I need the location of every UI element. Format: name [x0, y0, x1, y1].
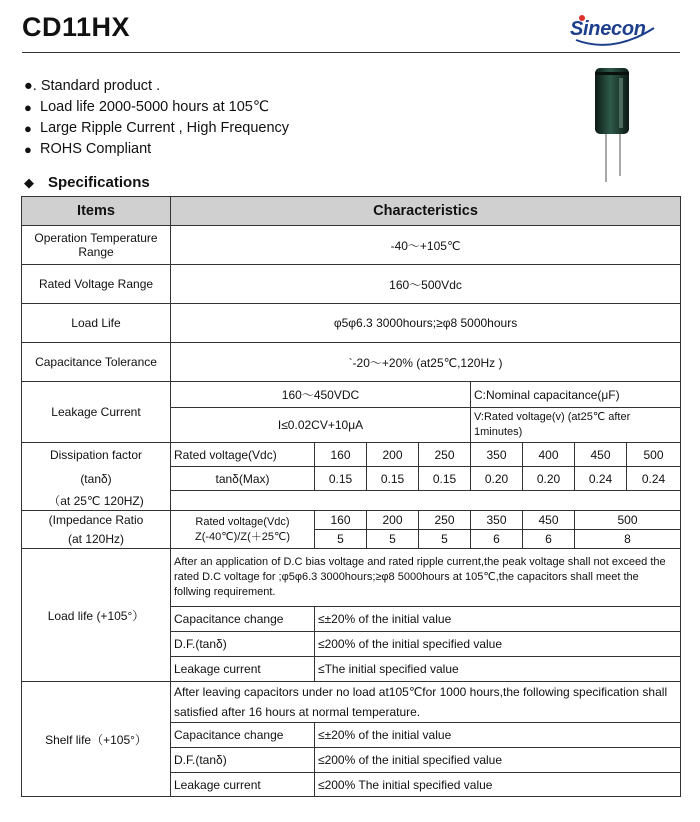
specifications-heading: ◆ Specifications: [24, 174, 150, 191]
brand-logo: [568, 10, 658, 50]
product-title: CD11HX: [22, 12, 131, 42]
feature-item: ● Large Ripple Current , High Frequency: [24, 118, 289, 139]
df-voltage: 250: [419, 443, 471, 467]
row-label-shelf-life: Shelf life（+105°）: [22, 682, 171, 797]
df-value: 0.15: [367, 467, 419, 491]
diamond-icon: ◆: [24, 174, 34, 190]
row-label-leakage: Leakage Current: [22, 382, 171, 443]
shelf-life-item-value: ≤200% The initial specified value: [315, 773, 681, 797]
imp-voltage: 160: [315, 511, 367, 530]
row-label-impedance: (Impedance Ratio: [22, 511, 171, 530]
load-life-item-name: Capacitance change: [171, 607, 315, 632]
imp-value: 5: [367, 530, 419, 549]
imp-value: 6: [471, 530, 523, 549]
operation-temp-value: -40～+105℃: [171, 226, 681, 265]
row-label-operation-temp: Operation Temperature Range: [22, 226, 171, 265]
row-label-dissipation-condition: （at 25℃ 120HZ): [22, 491, 171, 511]
imp-value: 5: [419, 530, 471, 549]
imp-value: 6: [523, 530, 575, 549]
load-life-item-name: D.F.(tanδ): [171, 632, 315, 657]
table-header-row: [22, 197, 681, 226]
shelf-life-item-name: Capacitance change: [171, 723, 315, 748]
table-row: [22, 511, 681, 530]
df-value: 0.15: [419, 467, 471, 491]
imp-voltage: 250: [419, 511, 471, 530]
load-life-item-value: ≤200% of the initial specified value: [315, 632, 681, 657]
table-row: [22, 491, 681, 511]
feature-item: ●. Standard product .: [24, 78, 161, 94]
bullet-icon: ●: [24, 100, 32, 115]
load-life-item-name: Leakage current: [171, 657, 315, 682]
df-rated-voltage-label: Rated voltage(Vdc): [171, 443, 315, 467]
row-label-dissipation-sub: (tanδ): [22, 467, 171, 491]
rated-voltage-value: 160～500Vdc: [171, 265, 681, 304]
imp-voltage: 350: [471, 511, 523, 530]
spec-table: [21, 196, 681, 797]
shelf-life-item-name: Leakage current: [171, 773, 315, 797]
shelf-life-item-name: D.F.(tanδ): [171, 748, 315, 773]
table-row: [22, 226, 681, 265]
imp-voltage: 450: [523, 511, 575, 530]
table-row: [22, 343, 681, 382]
capacitor-image: [593, 66, 643, 186]
header-characteristics: Characteristics: [171, 197, 681, 226]
row-label-load-life: Load Life: [22, 304, 171, 343]
df-voltage: 350: [471, 443, 523, 467]
df-voltage: 500: [627, 443, 681, 467]
impedance-row-label: Rated voltage(Vdc) Z(-40℃)/Z(＋25℃): [171, 511, 315, 549]
df-value: 0.15: [315, 467, 367, 491]
df-empty-cell: [171, 491, 681, 511]
table-row: [22, 265, 681, 304]
table-row: [22, 467, 681, 491]
df-voltage: 400: [523, 443, 575, 467]
shelf-life-description: After leaving capacitors under no load at105℃for 1000 hours,the following specification shall satisfied after 16 hours at normal temperature.: [171, 682, 681, 723]
df-voltage: 450: [575, 443, 627, 467]
df-voltage: 160: [315, 443, 367, 467]
df-value: 0.24: [627, 467, 681, 491]
load-life-item-value: ≤±20% of the initial value: [315, 607, 681, 632]
df-value: 0.24: [575, 467, 627, 491]
row-label-dissipation: Dissipation factor: [22, 443, 171, 467]
table-row: [22, 382, 681, 408]
feature-item: ● Load life 2000-5000 hours at 105℃: [24, 97, 289, 118]
table-row: [22, 530, 681, 549]
brand-name: Sinecon: [570, 18, 646, 40]
row-label-rated-voltage: Rated Voltage Range: [22, 265, 171, 304]
row-label-impedance-sub: (at 120Hz): [22, 530, 171, 549]
table-row: [22, 304, 681, 343]
leakage-note-v: V:Rated voltage(v) (at25℃ after 1minutes): [471, 408, 681, 443]
leakage-voltage: 160～450VDC: [171, 382, 471, 408]
feature-item: ● ROHS Compliant: [24, 139, 289, 160]
df-voltage: 200: [367, 443, 419, 467]
header-items: Items: [22, 197, 171, 226]
imp-value: 5: [315, 530, 367, 549]
df-value: 0.20: [523, 467, 575, 491]
table-row: [22, 682, 681, 723]
shelf-life-item-value: ≤±20% of the initial value: [315, 723, 681, 748]
df-tan-label: tanδ(Max): [171, 467, 315, 491]
imp-voltage: 500: [575, 511, 681, 530]
row-label-cap-tolerance: Capacitance Tolerance: [22, 343, 171, 382]
load-life-item-value: ≤The initial specified value: [315, 657, 681, 682]
leakage-note-c: C:Nominal capacitance(μF): [471, 382, 681, 408]
load-life-description: After an application of D.C bias voltage and rated ripple current,the peak voltage shall not exceed the rated D.C voltage for ;φ5φ6.3 3000hours;≥φ8 5000hours at 105℃,the capacitors shall meet the follwing requirement.: [171, 549, 681, 607]
table-row: [22, 443, 681, 467]
table-row: [22, 549, 681, 607]
capacitor-icon: [593, 66, 643, 186]
imp-value: 8: [575, 530, 681, 549]
feature-list: [24, 76, 289, 160]
cap-tolerance-value: `-20～+20% (at25℃,120Hz ): [171, 343, 681, 382]
bullet-icon: ●: [24, 121, 32, 136]
shelf-life-item-value: ≤200% of the initial specified value: [315, 748, 681, 773]
leakage-formula: I≤0.02CV+10μA: [171, 408, 471, 443]
header-rule: [22, 52, 680, 53]
df-value: 0.20: [471, 467, 523, 491]
bullet-icon: ●: [24, 142, 32, 157]
load-life-value: φ5φ6.3 3000hours;≥φ8 5000hours: [171, 304, 681, 343]
imp-voltage: 200: [367, 511, 419, 530]
row-label-load-life-test: Load life (+105°）: [22, 549, 171, 682]
